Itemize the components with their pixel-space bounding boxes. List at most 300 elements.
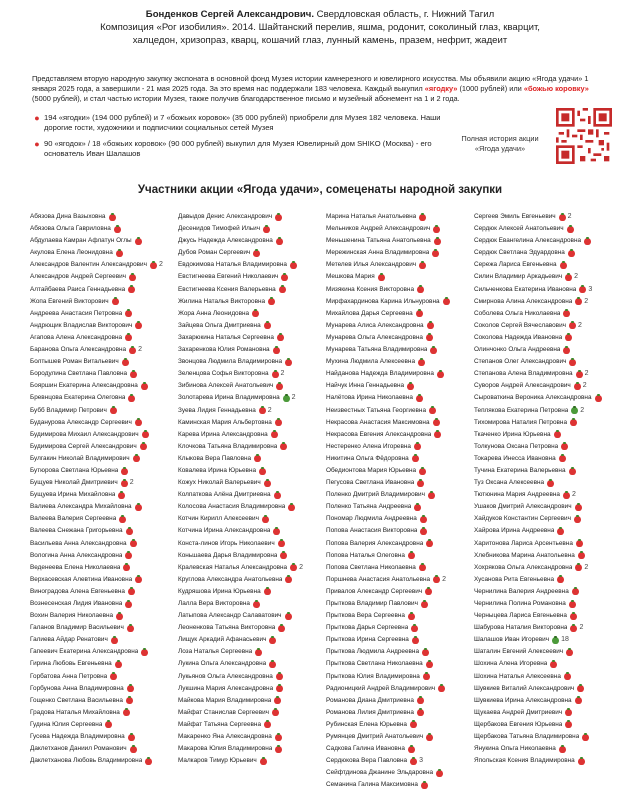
participant-name: Соколова Надежда Ивановна bbox=[474, 333, 563, 341]
participant-row bbox=[326, 719, 472, 731]
participant-name: Тютюнина Мария Андреевна bbox=[474, 491, 560, 499]
participants-column bbox=[30, 211, 176, 767]
participant-row bbox=[30, 417, 176, 429]
berry-icon bbox=[140, 443, 147, 450]
participant-name: Круглова Александра Анатольевна bbox=[178, 575, 283, 583]
participant-name: Некрасова Анастасия Максимовна bbox=[326, 418, 430, 426]
participant-row bbox=[30, 586, 176, 598]
participant-name: Будимирова Михаил Александрович bbox=[30, 430, 139, 438]
participant-row bbox=[474, 731, 620, 743]
qr-caption: Полная история акции «Ягода удачи» bbox=[461, 134, 539, 153]
participant-row bbox=[326, 671, 472, 683]
participant-name: Пегусова Светлана Ивановна bbox=[326, 479, 415, 487]
participant-row bbox=[474, 586, 620, 598]
participant-name: Мизякина Ксения Викторовна bbox=[326, 285, 415, 293]
participant-row bbox=[30, 308, 176, 320]
participant-name: Майфат Станислав Сергеевич bbox=[178, 708, 269, 716]
participant-name: Поленко Татьяна Андреевна bbox=[326, 503, 412, 511]
participant-row bbox=[178, 223, 324, 235]
participant-row bbox=[30, 695, 176, 707]
berry-icon bbox=[114, 226, 121, 233]
stat-visitors bbox=[30, 113, 450, 133]
participants-column bbox=[474, 211, 620, 767]
participant-row bbox=[326, 610, 472, 622]
composition-line: Композиция «Рог изобилия». 2014. Шайтанский перелив, яшма, родонит, соколиный глаз, кварцит, bbox=[100, 22, 540, 33]
berry-icon bbox=[575, 504, 582, 511]
participant-row bbox=[178, 671, 324, 683]
berry-icon bbox=[443, 298, 450, 305]
participant-row bbox=[474, 259, 620, 271]
participant-row bbox=[326, 429, 472, 441]
berry-icon bbox=[412, 455, 419, 462]
berry-icon bbox=[135, 238, 142, 245]
participant-row bbox=[30, 368, 176, 380]
participant-name: Галиева Айдар Ренатович bbox=[30, 636, 108, 644]
berry-icon bbox=[125, 334, 132, 341]
stat-shiko bbox=[30, 139, 450, 159]
participant-row bbox=[326, 646, 472, 658]
participant-row bbox=[30, 429, 176, 441]
berry-icon bbox=[126, 697, 133, 704]
intro-text-2: (1000 рублей) или bbox=[457, 84, 524, 93]
participant-name: Степанов Олег Александрович bbox=[474, 358, 567, 366]
participant-name: Лалла Вера Викторовна bbox=[178, 600, 250, 607]
participant-row bbox=[30, 405, 176, 417]
participant-name: Дубов Роман Сергеевич bbox=[178, 249, 251, 257]
participants-title: Участники акции «Ягода удачи», сомеценаты народной закупки bbox=[137, 184, 503, 196]
participant-name: Прыткова Людмила Андреевна bbox=[326, 648, 420, 656]
berry-icon bbox=[121, 480, 128, 487]
participant-row bbox=[30, 380, 176, 392]
berry-icon bbox=[569, 601, 576, 608]
participant-row bbox=[178, 743, 324, 755]
participant-row bbox=[474, 477, 620, 489]
participant-row bbox=[474, 683, 620, 695]
berry-icon bbox=[547, 480, 554, 487]
participant-name: Соколов Сергей Вячеславович bbox=[474, 321, 566, 329]
participant-name: Хайдуков Константин Сергеевич bbox=[474, 515, 571, 523]
participant-name: Лищук Аркадий Афанасьевич bbox=[178, 636, 267, 644]
participant-row bbox=[326, 223, 472, 235]
participant-name: Семанина Галина Максимовна bbox=[326, 781, 418, 789]
participant-row bbox=[178, 211, 324, 223]
berry-icon bbox=[428, 492, 435, 499]
participant-name: Черныцева Лариса Евгеньевна bbox=[474, 612, 567, 620]
berry-icon bbox=[575, 564, 582, 571]
participant-name: Прыткова Ирина Сергеевна bbox=[326, 636, 409, 644]
berry-icon bbox=[559, 746, 566, 753]
berry-count: 2 bbox=[574, 273, 579, 281]
participant-row bbox=[178, 284, 324, 296]
berry-icon bbox=[572, 588, 579, 595]
participant-name: Даклетханов Даниил Романович bbox=[30, 745, 127, 753]
berry-icon bbox=[426, 540, 433, 547]
participant-row bbox=[326, 405, 472, 417]
participant-row bbox=[178, 453, 324, 465]
participant-row bbox=[326, 622, 472, 634]
participant-row bbox=[474, 308, 620, 320]
participant-row bbox=[178, 622, 324, 634]
berry-icon bbox=[408, 613, 415, 620]
participant-name: Попова Светлана Николаевна bbox=[326, 563, 416, 571]
participant-row bbox=[30, 247, 176, 259]
berry-icon bbox=[408, 746, 415, 753]
intro-ladybug-term: «божью коровку» bbox=[523, 84, 589, 93]
participant-name: Мережинская Анна Владимировна bbox=[326, 249, 430, 257]
berry-count: 2 bbox=[584, 370, 589, 378]
berry-icon bbox=[563, 310, 570, 317]
ladybug-icon bbox=[552, 637, 559, 644]
participant-row bbox=[178, 429, 324, 441]
participant-name: Малкаров Тимур Юрьевич bbox=[178, 757, 257, 765]
participant-name: Лукьянов Ольга Александровна bbox=[178, 672, 273, 680]
participant-row bbox=[326, 477, 472, 489]
berry-icon bbox=[276, 383, 283, 390]
participant-row bbox=[178, 525, 324, 537]
berry-count: 2 bbox=[577, 321, 582, 329]
participant-row bbox=[178, 271, 324, 283]
berry-icon bbox=[433, 576, 440, 583]
participant-name: Акулова Елена Леонидовна bbox=[30, 249, 113, 257]
ladybug-icon bbox=[283, 395, 290, 402]
berry-icon bbox=[434, 238, 441, 245]
intro-text-1: Представляем вторую народную закупку экспоната в основной фонд Музея истории камнерезного и ювелирного искусства. Мы объявили акцию «Ягода удачи» 1 января 2025 года, а завершили - 21 мая 2025 года. За это время нас поддержали 183 человека. Каждый выкупил bbox=[32, 74, 589, 93]
participant-name: Градова Наталья Михайловна bbox=[30, 708, 120, 716]
participant-row bbox=[474, 525, 620, 537]
berry-icon bbox=[417, 697, 424, 704]
participant-name: Шалашов Иван Игоревич bbox=[474, 636, 550, 644]
participant-row bbox=[178, 296, 324, 308]
participant-row bbox=[326, 743, 472, 755]
berry-icon bbox=[410, 758, 417, 765]
participant-row bbox=[326, 417, 472, 429]
participant-name: Лоза Наталья Сергеевна bbox=[178, 648, 253, 656]
berry-icon bbox=[565, 721, 572, 728]
berry-icon bbox=[557, 528, 564, 535]
intro-paragraph bbox=[32, 74, 592, 104]
berry-count: 2 bbox=[138, 346, 142, 354]
berry-icon bbox=[254, 455, 261, 462]
participant-name: Михайлова Дарья Сергеевна bbox=[326, 309, 413, 317]
participant-row bbox=[178, 731, 324, 743]
participant-name: Котчин Кирилл Алексеевич bbox=[178, 515, 259, 523]
berry-count: 2 bbox=[582, 382, 587, 390]
participant-name: Романова Диана Дмитриевна bbox=[326, 696, 414, 704]
berry-icon bbox=[268, 298, 275, 305]
berry-icon bbox=[426, 334, 433, 341]
participant-row bbox=[178, 441, 324, 453]
participant-name: Соболева Ольга Николаевна bbox=[474, 309, 561, 317]
participant-name: Зеленцова Софья Викторовна bbox=[178, 370, 269, 378]
berry-icon bbox=[260, 758, 267, 765]
berry-icon bbox=[135, 576, 142, 583]
berry-icon bbox=[578, 758, 585, 765]
berry-icon bbox=[417, 709, 424, 716]
participant-name: Гудина Юлия Сергеевна bbox=[30, 720, 103, 728]
berry-icon bbox=[278, 625, 285, 632]
berry-icon bbox=[128, 286, 135, 293]
participant-name: Майфат Татьяна Сергеевна bbox=[178, 720, 261, 728]
participant-name: Горбатова Анна Петровна bbox=[30, 672, 108, 680]
participant-row bbox=[178, 719, 324, 731]
berry-icon bbox=[130, 746, 137, 753]
participant-name: Бущуев Николай Дмитриевич bbox=[30, 479, 118, 487]
berry-icon bbox=[277, 334, 284, 341]
participant-row bbox=[474, 538, 620, 550]
berry-icon bbox=[417, 286, 424, 293]
participant-name: Бутюрова Светлана Юрьевна bbox=[30, 466, 119, 474]
participant-name: Хохрякова Ольга Александровна bbox=[474, 563, 573, 571]
participant-name: Жопа Евгений Викторович bbox=[30, 297, 109, 305]
participant-name: Звонцова Людмила Владимировна bbox=[178, 358, 283, 366]
participant-name: Жилина Наталья Викторовна bbox=[178, 297, 266, 305]
berry-icon bbox=[422, 649, 429, 656]
participant-name: Сережа Лариса Евгеньевна bbox=[474, 261, 557, 269]
participant-row bbox=[326, 308, 472, 320]
berry-icon bbox=[565, 709, 572, 716]
participant-name: Мирфахардинова Карина Ильнуровна bbox=[326, 297, 440, 305]
participant-row bbox=[474, 368, 620, 380]
participant-row bbox=[474, 247, 620, 259]
participant-row bbox=[326, 658, 472, 670]
participant-row bbox=[474, 707, 620, 719]
berry-icon bbox=[419, 262, 426, 269]
participant-name: Будимирова Сергей Александрович bbox=[30, 442, 137, 450]
participant-name: Налётова Ирина Николаевна bbox=[326, 394, 413, 402]
participant-row bbox=[326, 731, 472, 743]
berry-icon bbox=[577, 685, 584, 692]
participant-row bbox=[30, 707, 176, 719]
berry-icon bbox=[121, 468, 128, 475]
berry-icon bbox=[420, 528, 427, 535]
participant-name: Хлебникова Марина Анатольевна bbox=[474, 551, 575, 559]
participant-row bbox=[178, 550, 324, 562]
berry-icon bbox=[269, 637, 276, 644]
participant-name: Евстигнеева Ксения Валерьевна bbox=[178, 285, 276, 293]
berry-icon bbox=[570, 625, 577, 632]
participant-name: Сердюкова Вера Павловна bbox=[326, 757, 408, 765]
berry-count: 3 bbox=[588, 285, 593, 293]
participant-row bbox=[474, 296, 620, 308]
participant-row bbox=[326, 767, 472, 779]
participant-name: Найданова Надежда Владимировна bbox=[326, 370, 434, 378]
berry-icon bbox=[579, 286, 586, 293]
participant-name: Валиева Александра Михайловна bbox=[30, 503, 132, 511]
participant-name: Леоненкова Татьяна Викторовна bbox=[178, 624, 276, 632]
participant-row bbox=[30, 271, 176, 283]
berry-icon bbox=[279, 286, 286, 293]
participant-name: Валеева Валерия Сергеевна bbox=[30, 515, 117, 523]
berry-icon bbox=[253, 601, 260, 608]
participant-row bbox=[326, 501, 472, 513]
participant-name: Ткаченко Ирина Юрьевна bbox=[474, 430, 551, 438]
berry-count: 2 bbox=[584, 297, 589, 305]
participant-row bbox=[474, 501, 620, 513]
participant-row bbox=[30, 622, 176, 634]
berry-icon bbox=[566, 649, 573, 656]
participant-name: Болтышев Роман Витальевич bbox=[30, 358, 119, 366]
berry-count: 2 bbox=[580, 406, 585, 414]
participant-row bbox=[326, 465, 472, 477]
participant-row bbox=[30, 320, 176, 332]
berry-icon bbox=[116, 613, 123, 620]
participant-row bbox=[474, 344, 620, 356]
berry-icon bbox=[559, 455, 566, 462]
participant-name: Прыткова Вера Сергеевна bbox=[326, 612, 405, 620]
berry-icon bbox=[429, 407, 436, 414]
participant-name: Шувкиев Виталий Александрович bbox=[474, 684, 575, 692]
participant-name: Коньшаева Дарья Владимировна bbox=[178, 551, 278, 559]
participant-row bbox=[474, 646, 620, 658]
berry-icon bbox=[565, 334, 572, 341]
berry-icon bbox=[550, 661, 557, 668]
participant-name: Шохина Алена Игоревна bbox=[474, 660, 548, 668]
participant-name: Захарюкина Наталья Сергеевна bbox=[178, 333, 274, 341]
participant-row bbox=[178, 683, 324, 695]
participant-row bbox=[474, 284, 620, 296]
berry-icon bbox=[276, 685, 283, 692]
berry-icon bbox=[560, 262, 567, 269]
participant-row bbox=[30, 296, 176, 308]
berry-icon bbox=[122, 359, 129, 366]
participant-row bbox=[474, 320, 620, 332]
participant-name: Янукина Ольга Николаевна bbox=[474, 745, 556, 753]
qr-code[interactable] bbox=[556, 108, 612, 164]
participant-name: Туз Оксана Алексеевна bbox=[474, 479, 545, 487]
berry-icon bbox=[127, 625, 134, 632]
participant-row bbox=[326, 247, 472, 259]
participant-name: Джусь Надежда Александровна bbox=[178, 237, 273, 245]
berry-icon bbox=[578, 552, 585, 559]
participant-row bbox=[30, 259, 176, 271]
berry-icon bbox=[130, 371, 137, 378]
berry-icon bbox=[273, 347, 280, 354]
berry-icon bbox=[565, 274, 572, 281]
berry-icon bbox=[411, 625, 418, 632]
participant-name: Кожух Николай Валерьевич bbox=[178, 479, 261, 487]
participant-name: Теплякова Екатерина Петровна bbox=[474, 406, 569, 414]
berry-icon bbox=[126, 528, 133, 535]
berry-icon bbox=[128, 734, 135, 741]
participant-name: Колосова Анастасия Владимировна bbox=[178, 503, 286, 511]
berry-icon: ● bbox=[34, 139, 40, 149]
participant-name: Тихомирова Наталия Петровна bbox=[474, 418, 568, 426]
participant-name: Бояршин Екатерина Александровна bbox=[30, 382, 138, 390]
berry-icon bbox=[145, 758, 152, 765]
berry-count: 2 bbox=[299, 563, 304, 571]
participant-name: Садкова Галина Ивановна bbox=[326, 745, 405, 753]
participant-name: Чернилина Полина Романовна bbox=[474, 600, 566, 607]
participant-row bbox=[474, 453, 620, 465]
berry-icon bbox=[128, 588, 135, 595]
participant-row bbox=[30, 538, 176, 550]
ladybug-icon bbox=[571, 407, 578, 414]
participant-name: Харитонова Лариса Арсентьевна bbox=[474, 539, 573, 547]
berry-icon bbox=[419, 214, 426, 221]
participant-row bbox=[474, 743, 620, 755]
participant-row bbox=[326, 320, 472, 332]
participant-name: Макарова Юлия Владимировна bbox=[178, 745, 273, 753]
participant-name: Давыдов Денис Александрович bbox=[178, 213, 273, 220]
participant-name: Лукина Ольга Александровна bbox=[178, 660, 267, 668]
berry-icon bbox=[276, 238, 283, 245]
berry-icon bbox=[280, 443, 287, 450]
berry-icon bbox=[414, 443, 421, 450]
participant-row bbox=[178, 562, 324, 574]
berry-icon bbox=[416, 395, 423, 402]
header bbox=[0, 8, 640, 47]
participant-row bbox=[326, 356, 472, 368]
berry-icon bbox=[563, 492, 570, 499]
participant-row bbox=[30, 453, 176, 465]
participant-row bbox=[326, 489, 472, 501]
participant-row bbox=[178, 634, 324, 646]
participants-column bbox=[326, 211, 472, 792]
participant-row bbox=[474, 429, 620, 441]
berry-icon bbox=[274, 697, 281, 704]
participant-name: Андрющик Владислав Викторович bbox=[30, 321, 133, 329]
participant-row bbox=[474, 671, 620, 683]
participant-row bbox=[474, 465, 620, 477]
berry-icon bbox=[273, 528, 280, 535]
participant-name: Найчук Инна Геннадьевна bbox=[326, 382, 405, 390]
berry-icon bbox=[574, 516, 581, 523]
participant-row bbox=[178, 247, 324, 259]
participant-row bbox=[178, 320, 324, 332]
participant-name: Рубинская Елена Юрьевна bbox=[326, 720, 407, 728]
berry-icon bbox=[410, 721, 417, 728]
participant-name: Кралевская Наталья Александровна bbox=[178, 563, 288, 571]
berry-icon bbox=[135, 322, 142, 329]
participant-name: Каминская Мария Альбертовна bbox=[178, 418, 272, 426]
participant-row bbox=[326, 562, 472, 574]
berry-icon bbox=[407, 383, 414, 390]
berry-icon bbox=[276, 673, 283, 680]
berry-icon bbox=[576, 371, 583, 378]
participant-name: Радионицкий Андрей Владимирович bbox=[326, 684, 436, 692]
participant-name: Андреева Анастасия Петровна bbox=[30, 309, 123, 317]
participant-row bbox=[30, 284, 176, 296]
berry-icon bbox=[105, 721, 112, 728]
participant-row bbox=[178, 332, 324, 344]
participant-name: Япольская Ксения Владимировна bbox=[474, 757, 575, 765]
berry-icon bbox=[408, 552, 415, 559]
participant-name: Макаренко Яна Александровна bbox=[178, 733, 272, 741]
berry-icon bbox=[275, 746, 282, 753]
berry-icon bbox=[253, 250, 260, 257]
berry-icon bbox=[564, 673, 571, 680]
berry-icon bbox=[575, 697, 582, 704]
participant-row bbox=[326, 392, 472, 404]
participant-name: Суворов Андрей Александрович bbox=[474, 382, 571, 390]
participant-name: Олинчонко Ольга Андреевна bbox=[474, 346, 561, 354]
berry-icon bbox=[434, 431, 441, 438]
intro-berry-term: «ягодку» bbox=[424, 84, 458, 93]
participant-row bbox=[474, 574, 620, 586]
participant-name: Золотарева Ирина Владимировна bbox=[178, 394, 280, 402]
stat-visitors-text: 194 «ягодки» (194 000 рублей) и 7 «божьих коровок» (35 000 рублей) приобрели для Музея 182 человека. Наши дорогие гости, художники и подписчики социальных сетей Музея bbox=[44, 113, 441, 132]
participant-name: Конста-линов Игорь Николаевич bbox=[178, 539, 275, 547]
participant-row bbox=[178, 695, 324, 707]
berry-icon bbox=[433, 419, 440, 426]
participant-name: Хусанова Рита Евгеньевна bbox=[474, 575, 555, 583]
participant-name: Гапеевич Екатерина Александровна bbox=[30, 648, 139, 656]
participant-row bbox=[474, 223, 620, 235]
berry-icon bbox=[569, 468, 576, 475]
participant-row bbox=[30, 344, 176, 356]
berry-count: 2 bbox=[267, 406, 272, 414]
participant-name: Неизвестных Татьяна Георгиевна bbox=[326, 406, 426, 414]
